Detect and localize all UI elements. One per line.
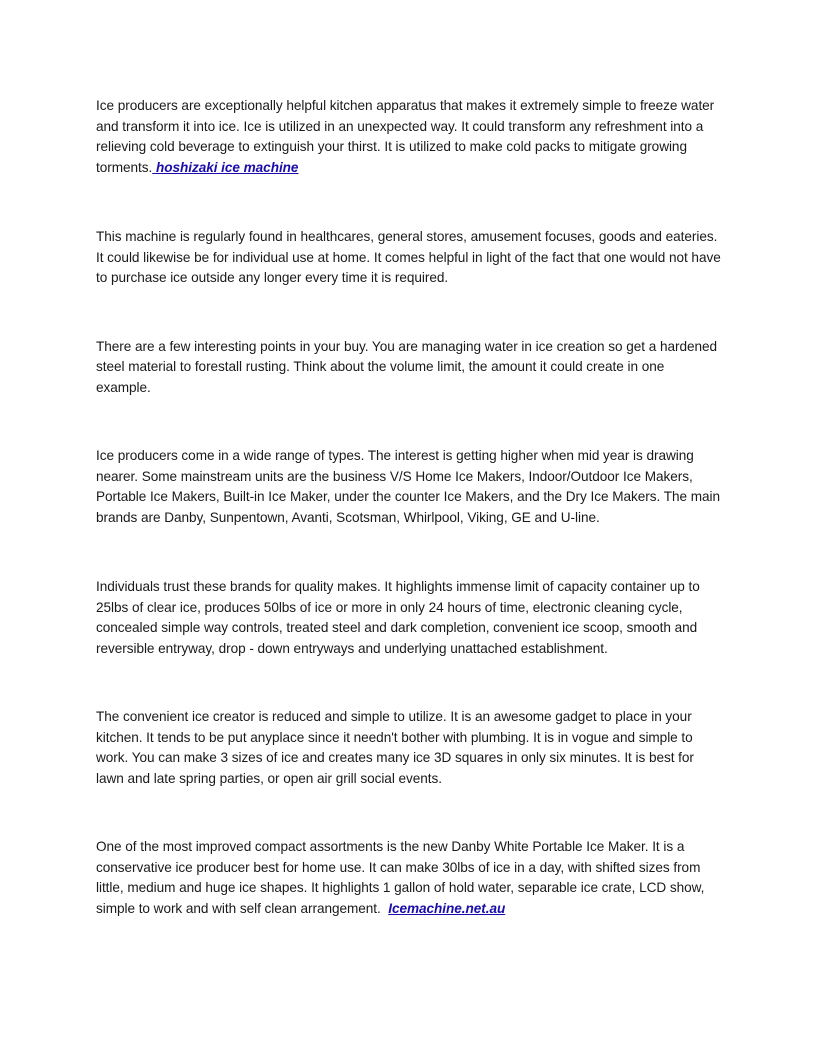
- hoshizaki-ice-machine-link[interactable]: hoshizaki ice machine: [152, 159, 299, 175]
- paragraph-1-text: Ice producers are exceptionally helpful kitchen apparatus that makes it extremely simple to freeze water and transform it into ice. Ice is utilized in an unexpected way. It could transform any refreshment into a relieving cold beverage to extinguish your thirst. It is utilized to make cold packs to mitigate growing torments.: [96, 98, 715, 175]
- paragraph-3: [96, 337, 722, 399]
- paragraph-7-text: One of the most improved compact assortments is the new Danby White Portable Ice Maker. It is a conservative ice producer best for home use. It can make 30lbs of ice in a day, with shifted sizes from little, medium and huge ice shapes. It highlights 1 gallon of hold water, separable ice crate, LCD show, simple to work and with self clean arrangement.: [96, 839, 709, 916]
- paragraph-4: [96, 446, 722, 528]
- paragraph-7: [96, 837, 722, 919]
- paragraph-6-text: The convenient ice creator is reduced and simple to utilize. It is an awesome gadget to place in your kitchen. It tends to be put anyplace since it needn't bother with plumbing. It is in vogue and simple to work. You can make 3 sizes of ice and creates many ice 3D squares in only six minutes. It is best for lawn and late spring parties, or open air grill social events.: [96, 709, 694, 786]
- document-page: [96, 96, 722, 967]
- paragraph-2: [96, 227, 722, 289]
- paragraph-6: [96, 707, 722, 789]
- paragraph-2-text: This machine is regularly found in healthcares, general stores, amusement focuses, goods and eateries. It could likewise be for individual use at home. It comes helpful in light of the fact that one would not have to purchase ice outside any longer every time it is required.: [96, 229, 721, 285]
- icemachine-net-au-link[interactable]: Icemachine.net.au: [388, 900, 506, 916]
- paragraph-5-text: Individuals trust these brands for quality makes. It highlights immense limit of capacity container up to 25lbs of clear ice, produces 50lbs of ice or more in only 24 hours of time, electronic cleaning cycle, concealed simple way controls, treated steel and dark completion, convenient ice scoop, smooth and reversible entryway, drop - down entryways and underlying unattached establishment.: [96, 579, 700, 656]
- paragraph-5: [96, 577, 722, 659]
- paragraph-1: [96, 96, 722, 178]
- paragraph-3-text: There are a few interesting points in your buy. You are managing water in ice creation so get a hardened steel material to forestall rusting. Think about the volume limit, the amount it could create in one example.: [96, 338, 718, 395]
- paragraph-4-text: Ice producers come in a wide range of types. The interest is getting higher when mid year is drawing nearer. Some mainstream units are the business V/S Home Ice Makers, Indoor/Outdoor Ice Makers, Portable Ice Makers, Built-in Ice Maker, under the counter Ice Makers, and the Dry Ice Makers. The main brands are Danby, Sunpentown, Avanti, Scotsman, Whirlpool, Viking, GE and U-line.: [96, 448, 720, 525]
